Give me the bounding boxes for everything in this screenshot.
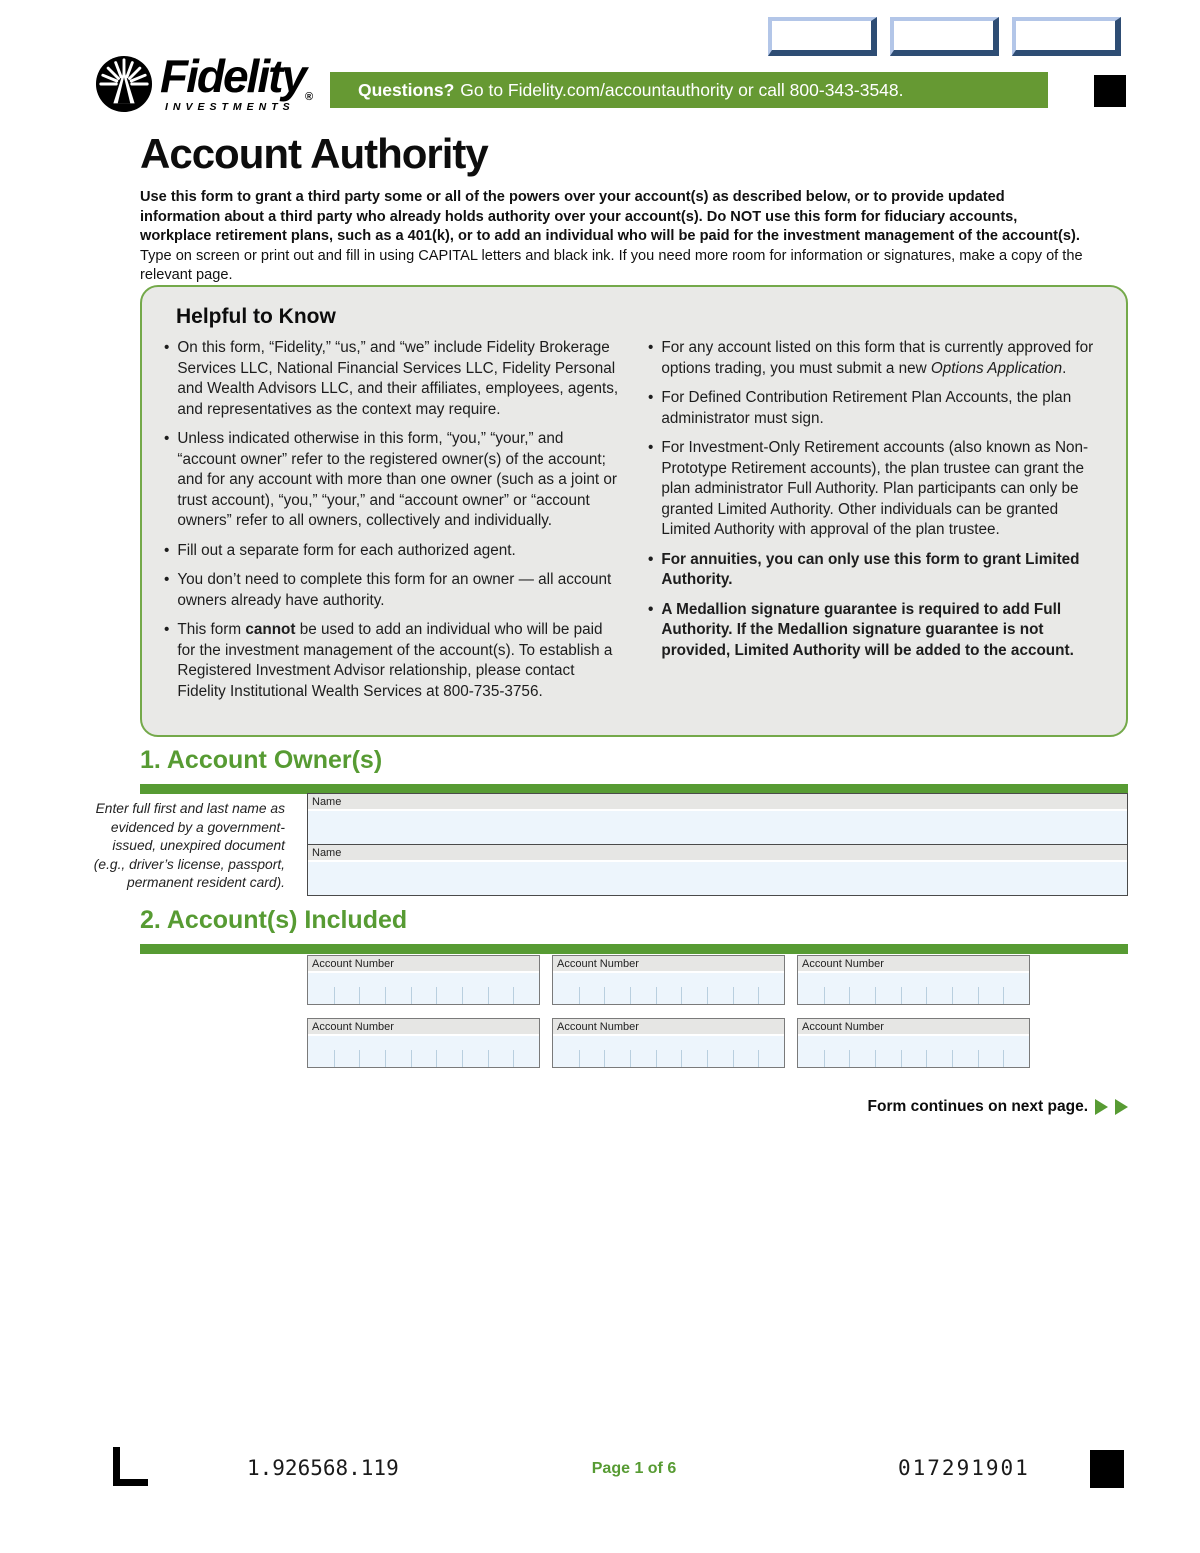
bullet-item xyxy=(164,338,622,420)
comb-cell xyxy=(926,973,952,1004)
bullet-text: Unless indicated otherwise in this form, “you,” “your,” and “account owner” refer to the registered owner(s) of the account; and for any account with more than one owner (such as a joint or trust account), “you,” “your,” and “account owner” or “account owners” refer to all owners, collectively and individually. xyxy=(177,430,617,529)
bullet-item xyxy=(164,570,622,611)
comb-cell xyxy=(849,973,875,1004)
comb-cell xyxy=(978,1036,1004,1067)
comb-cell xyxy=(707,973,733,1004)
bullet-text xyxy=(177,620,622,702)
form-number: 1.926568.119 xyxy=(247,1456,399,1480)
comb-cell xyxy=(733,1036,759,1067)
bullet-dot: • xyxy=(648,550,654,568)
bullet-text-pre: This form xyxy=(177,621,246,638)
account-number-input-3[interactable] xyxy=(798,973,1029,1004)
comb-cell xyxy=(436,973,462,1004)
account-number-label: Account Number xyxy=(798,956,1029,973)
bullet-item xyxy=(648,438,1106,541)
next-page-arrow-icon xyxy=(1115,1099,1128,1115)
account-number-box-4 xyxy=(307,1018,540,1068)
comb-cell xyxy=(579,1036,605,1067)
questions-banner-text: Go to Fidelity.com/accountauthority or call 800-343-3548. xyxy=(460,79,904,100)
fidelity-pyramid-icon xyxy=(95,55,153,113)
name-field-1-label: Name xyxy=(308,794,1127,811)
bullet-text-pre: For any account listed on this form that is currently approved for options trading, you must submit a new xyxy=(661,339,1094,377)
helpful-right-column xyxy=(648,338,1106,711)
comb-cell xyxy=(411,1036,437,1067)
office-use-box-2[interactable] xyxy=(890,17,999,56)
questions-banner-bold: Questions? xyxy=(358,79,455,100)
form-continues-text: Form continues on next page. xyxy=(867,1098,1088,1115)
name-field-1 xyxy=(307,793,1128,845)
comb-cell xyxy=(462,1036,488,1067)
registered-trademark-icon: ® xyxy=(305,91,314,104)
fidelity-logo xyxy=(95,50,314,113)
questions-banner xyxy=(330,72,1048,108)
comb-cell xyxy=(436,1036,462,1067)
bullet-text-post: be used to add an individual who will be paid for the investment management of the account(s). To establish a Registered Investment Advisor relationship, please contact Fidelity Institutional Wealth Services at 800-735-3756. xyxy=(177,621,613,700)
bullet-text: Fill out a separate form for each authorized agent. xyxy=(177,541,516,559)
office-use-box-3[interactable] xyxy=(1012,17,1121,56)
bullet-dot: • xyxy=(164,571,170,588)
bullet-text: For Investment-Only Retirement accounts (also known as Non-Prototype Retirement accounts), the plan trustee can grant the plan administrator Full Authority. Plan participants can only be granted Limited Authority. Other individuals can be granted Limited Authority with approval of the plan trustee. xyxy=(661,439,1089,538)
name-field-2 xyxy=(307,844,1128,896)
section-2-heading: 2. Account(s) Included xyxy=(140,906,408,934)
account-number-input-5[interactable] xyxy=(553,1036,784,1067)
brand-word: Fidelity xyxy=(160,50,306,103)
bullet-text: For annuities, you can only use this form to grant Limited Authority. xyxy=(661,550,1080,588)
comb-cell xyxy=(1003,1036,1029,1067)
account-number-input-6[interactable] xyxy=(798,1036,1029,1067)
bullet-text: On this form, “Fidelity,” “us,” and “we” include Fidelity Brokerage Services LLC, National Financial Services LLC, Fidelity Personal and Wealth Advisors LLC, and their affiliates, employees, agents, and representatives as the context may require. xyxy=(177,339,619,418)
helpful-left-column xyxy=(164,338,622,711)
bullet-text-bold: cannot xyxy=(245,621,296,638)
comb-cell xyxy=(798,973,824,1004)
comb-cell xyxy=(630,1036,656,1067)
comb-cell xyxy=(733,973,759,1004)
bullet-item xyxy=(648,600,1106,662)
intro-bold: Use this form to grant a third party some or all of the powers over your account(s) as described below, or to provide updated information about a third party who already holds authority over your account(s). Do NOT use this form for fiduciary accounts, workplace retirement plans, such as a 401(k), or to add an individual who will be paid for the investment management of the account(s). xyxy=(140,189,1080,244)
bullet-dot: • xyxy=(648,600,654,618)
comb-cell xyxy=(604,973,630,1004)
bullet-text xyxy=(661,338,1106,379)
bullet-item xyxy=(164,620,622,702)
section-2-divider-bar xyxy=(140,944,1128,954)
name-field-1-input[interactable] xyxy=(308,811,1127,844)
comb-cell xyxy=(334,973,360,1004)
bullet-item xyxy=(164,541,622,562)
account-owner-fields xyxy=(307,793,1128,896)
comb-cell xyxy=(308,973,334,1004)
bullet-text: You don’t need to complete this form for an owner — all account owners already have authority. xyxy=(177,571,612,609)
form-continues-note xyxy=(140,1098,1128,1116)
bullet-dot: • xyxy=(648,439,654,456)
comb-cell xyxy=(1003,973,1029,1004)
office-use-box-1[interactable] xyxy=(768,17,877,56)
comb-cell xyxy=(681,973,707,1004)
comb-cell xyxy=(824,1036,850,1067)
comb-cell xyxy=(681,1036,707,1067)
section-1-heading: 1. Account Owner(s) xyxy=(140,746,383,774)
comb-cell xyxy=(359,1036,385,1067)
comb-cell xyxy=(553,1036,579,1067)
registration-square-bottom xyxy=(1090,1450,1124,1488)
bullet-dot: • xyxy=(164,541,170,559)
comb-cell xyxy=(385,973,411,1004)
account-number-input-4[interactable] xyxy=(308,1036,539,1067)
account-number-label: Account Number xyxy=(553,1019,784,1036)
barcode-number: 017291901 xyxy=(898,1456,1030,1480)
comb-cell xyxy=(553,973,579,1004)
comb-cell xyxy=(978,973,1004,1004)
account-number-label: Account Number xyxy=(308,1019,539,1036)
comb-cell xyxy=(849,1036,875,1067)
account-number-box-6 xyxy=(797,1018,1030,1068)
comb-cell xyxy=(513,973,539,1004)
account-number-input-2[interactable] xyxy=(553,973,784,1004)
comb-cell xyxy=(875,973,901,1004)
bullet-item xyxy=(164,429,622,532)
comb-cell xyxy=(901,973,927,1004)
bullet-text-italic: Options Application xyxy=(930,359,1063,377)
bullet-text-post: . xyxy=(1062,359,1067,377)
helpful-heading: Helpful to Know xyxy=(176,305,336,328)
comb-cell xyxy=(707,1036,733,1067)
comb-cell xyxy=(308,1036,334,1067)
bullet-dot: • xyxy=(164,621,170,638)
account-number-box-3 xyxy=(797,955,1030,1005)
office-use-boxes xyxy=(768,17,1121,56)
comb-cell xyxy=(579,973,605,1004)
bullet-dot: • xyxy=(164,339,170,356)
bullet-item xyxy=(648,550,1106,591)
bullet-text: A Medallion signature guarantee is required to add Full Authority. If the Medallion signature guarantee is not provided, Limited Authority will be added to the account. xyxy=(661,600,1074,659)
registration-square-top xyxy=(1094,75,1126,107)
brand-text xyxy=(160,50,314,113)
brand-name xyxy=(160,50,314,104)
account-number-label: Account Number xyxy=(308,956,539,973)
bullet-item xyxy=(648,338,1106,379)
account-number-label: Account Number xyxy=(553,956,784,973)
comb-cell xyxy=(462,973,488,1004)
comb-cell xyxy=(411,973,437,1004)
intro-regular: Type on screen or print out and fill in using CAPITAL letters and black ink. If you need more room for information or signatures, make a copy of the relevant page. xyxy=(140,247,1083,283)
comb-cell xyxy=(901,1036,927,1067)
bullet-item xyxy=(648,388,1106,429)
next-page-arrow-icon xyxy=(1095,1099,1108,1115)
account-number-label: Account Number xyxy=(798,1019,1029,1036)
comb-cell xyxy=(604,1036,630,1067)
comb-cell xyxy=(488,1036,514,1067)
account-number-box-5 xyxy=(552,1018,785,1068)
comb-cell xyxy=(385,1036,411,1067)
intro-paragraph xyxy=(140,188,1088,286)
name-field-2-label: Name xyxy=(308,845,1127,862)
comb-cell xyxy=(656,1036,682,1067)
comb-cell xyxy=(656,973,682,1004)
comb-cell xyxy=(513,1036,539,1067)
brand-subtitle: INVESTMENTS xyxy=(165,100,295,113)
bullet-dot: • xyxy=(648,389,654,406)
comb-cell xyxy=(758,973,784,1004)
helpful-columns xyxy=(164,338,1106,711)
bullet-dot: • xyxy=(164,430,170,447)
section-1-side-note: Enter full first and last name as evidenced by a government-issued, unexpired document (e.g., driver’s license, passport, permanent resident card). xyxy=(93,801,285,890)
comb-cell xyxy=(334,1036,360,1067)
comb-cell xyxy=(952,973,978,1004)
bullet-text: For Defined Contribution Retirement Plan Accounts, the plan administrator must sign. xyxy=(661,389,1072,427)
account-number-input-1[interactable] xyxy=(308,973,539,1004)
comb-cell xyxy=(875,1036,901,1067)
comb-cell xyxy=(758,1036,784,1067)
comb-cell xyxy=(630,973,656,1004)
page-number: Page 1 of 6 xyxy=(591,1460,677,1477)
comb-cell xyxy=(824,973,850,1004)
comb-cell xyxy=(359,973,385,1004)
comb-cell xyxy=(488,973,514,1004)
bullet-dot: • xyxy=(648,339,654,356)
comb-cell xyxy=(926,1036,952,1067)
name-field-2-input[interactable] xyxy=(308,862,1127,895)
account-number-grid xyxy=(307,955,1030,1068)
account-number-box-2 xyxy=(552,955,785,1005)
comb-cell xyxy=(798,1036,824,1067)
page-title: Account Authority xyxy=(140,130,488,177)
account-number-box-1 xyxy=(307,955,540,1005)
comb-cell xyxy=(952,1036,978,1067)
helpful-to-know-box xyxy=(140,285,1128,737)
